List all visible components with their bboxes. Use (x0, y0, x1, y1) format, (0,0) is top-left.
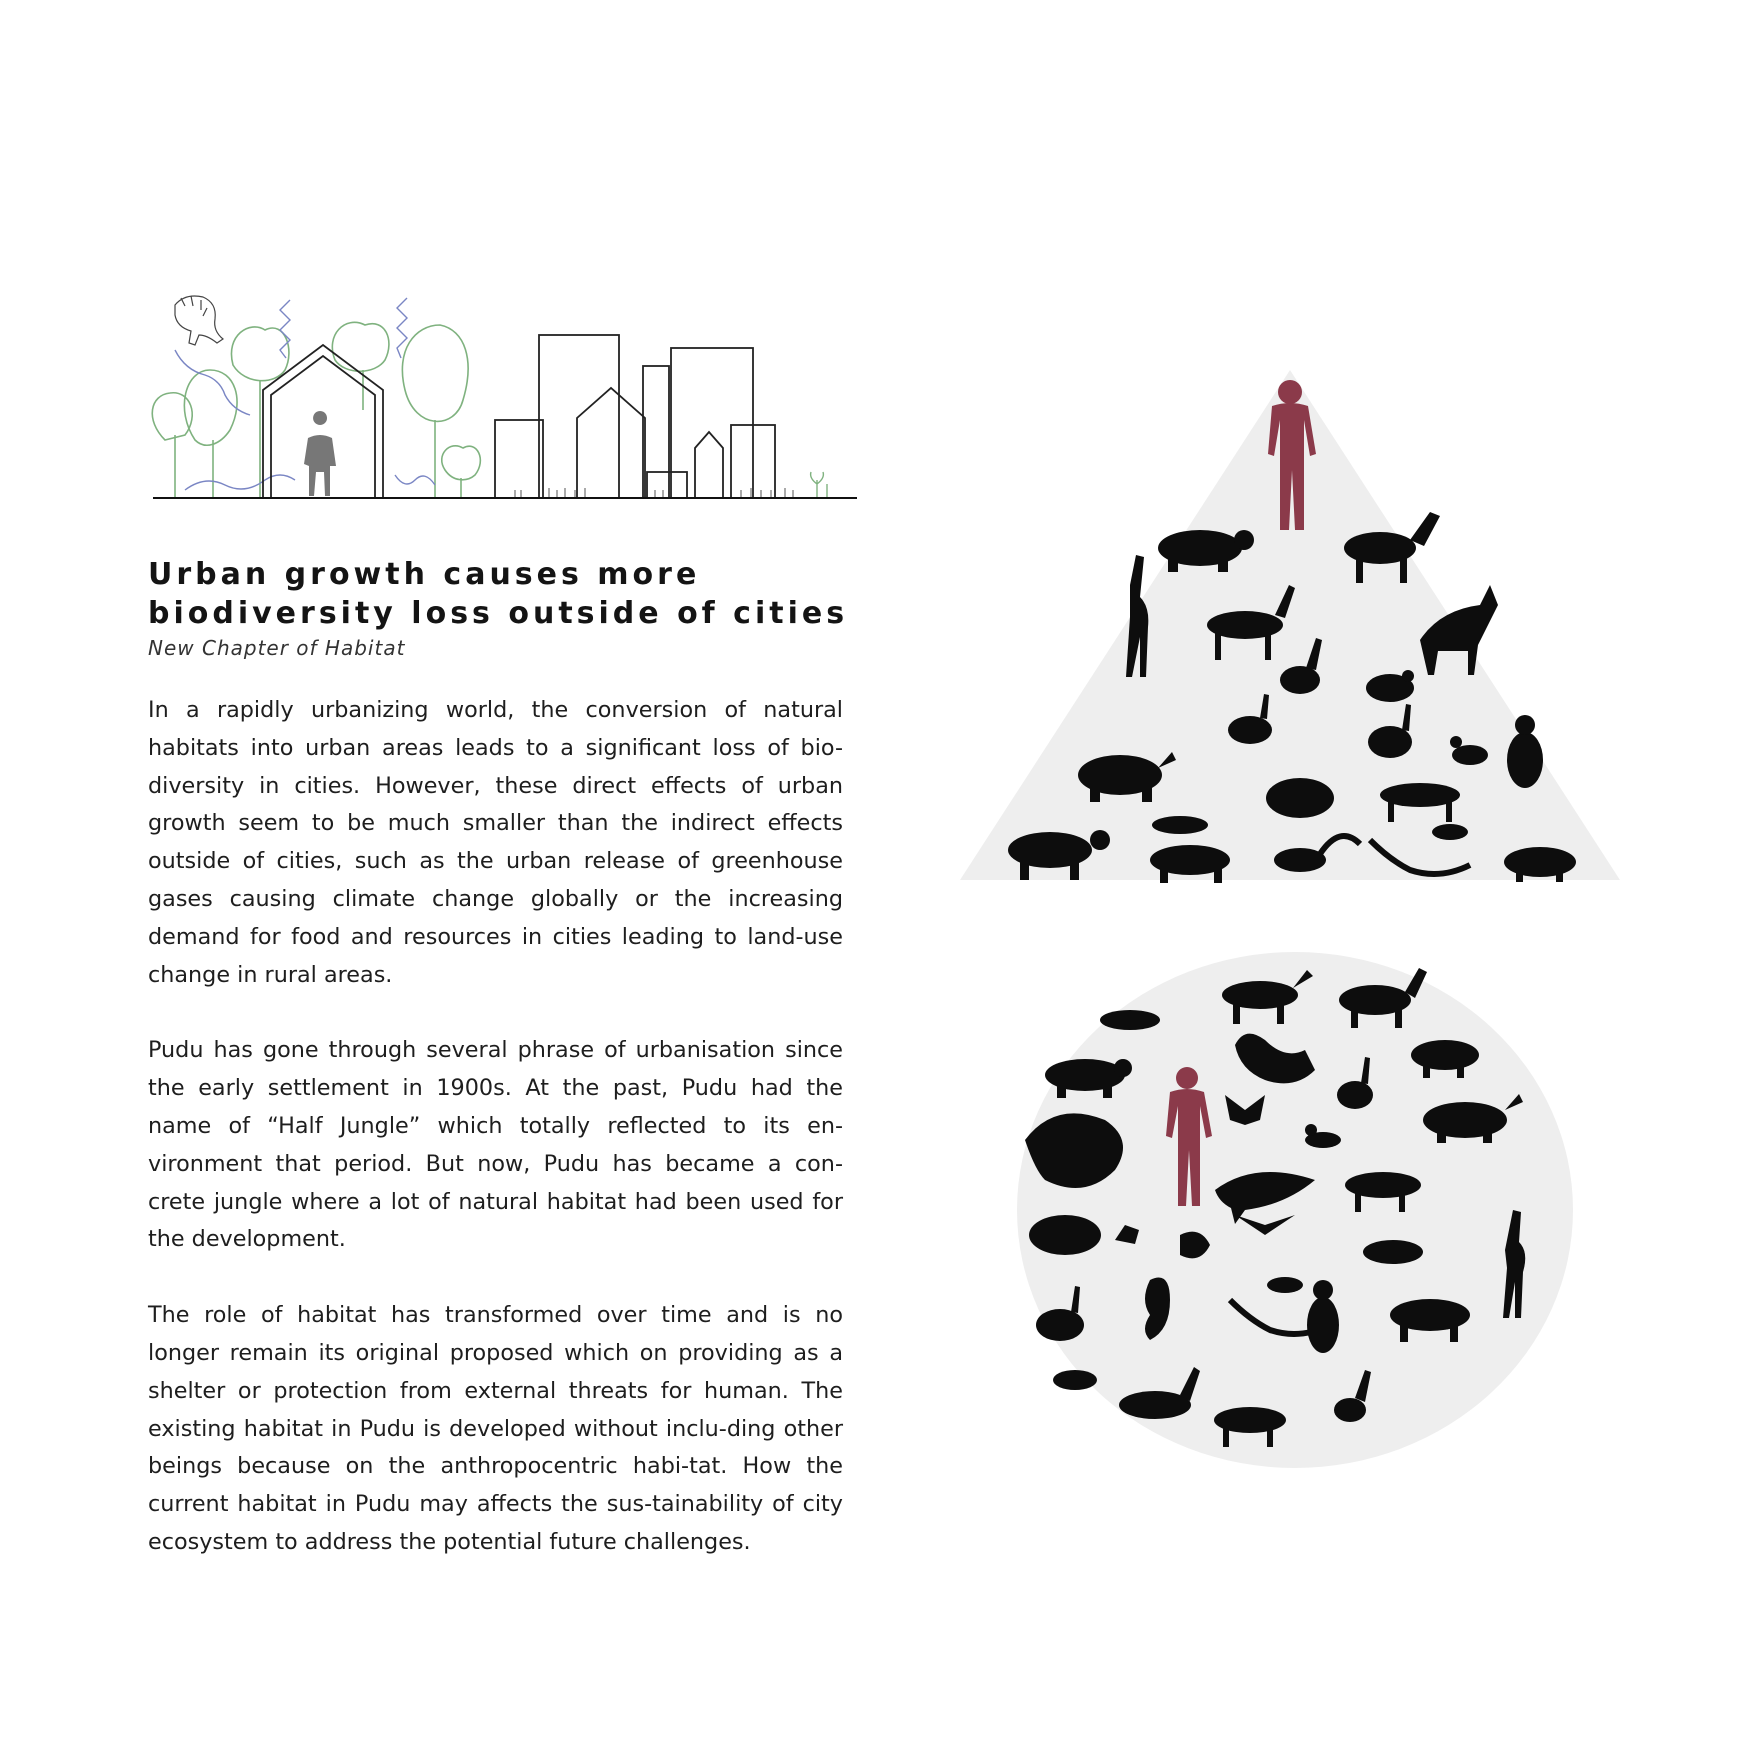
tiger-sketch (175, 296, 223, 345)
tiny-people (515, 488, 793, 498)
circle-shape (1017, 952, 1573, 1468)
urban-growth-sketch (145, 270, 865, 510)
page-title: Urban growth causes more biodiversity loss outside of cities (148, 557, 849, 631)
small-plant (811, 472, 827, 498)
paragraph-1: In a rapidly urbanizing world, the conversion of natural habitats into urban areas leads to a significant loss of bio-diversity in cities. However, these direct effects of urban growth seem to be much smaller than the indirect effects outside of cities, such as the urban release of greenhouse gases causing climate change globally or the increasing demand for food and resources in cities leading to land-use change in rural areas. (148, 697, 843, 988)
page-subtitle: New Chapter of Habitat (148, 636, 406, 660)
paragraph-3: The role of habitat has transformed over time and is no longer remain its original proposed which on providing as a shelter or protection from external threats for human. The existing habitat in Pudu is developed without inclu-ding other beings because on the anthropocentric habi-tat. How the current habitat in Pudu may affects the sus-tainability of city ecosystem to address the potential future challenges. (148, 1302, 843, 1555)
seated-man-icon (304, 411, 336, 496)
article-body (148, 692, 843, 1600)
city-buildings (495, 335, 775, 498)
anthropocentric-pyramid-diagram (960, 370, 1620, 900)
ecocentric-circle-diagram (1005, 950, 1585, 1470)
paragraph-2: Pudu has gone through several phrase of urbanisation since the early settlement in 1900s. At the past, Pudu had the name of “Half Jungle” which totally reflected to its en-vironment that period. But now, Pudu has became a con-crete jungle where a lot of natural habitat had been used for the development. (148, 1037, 843, 1253)
